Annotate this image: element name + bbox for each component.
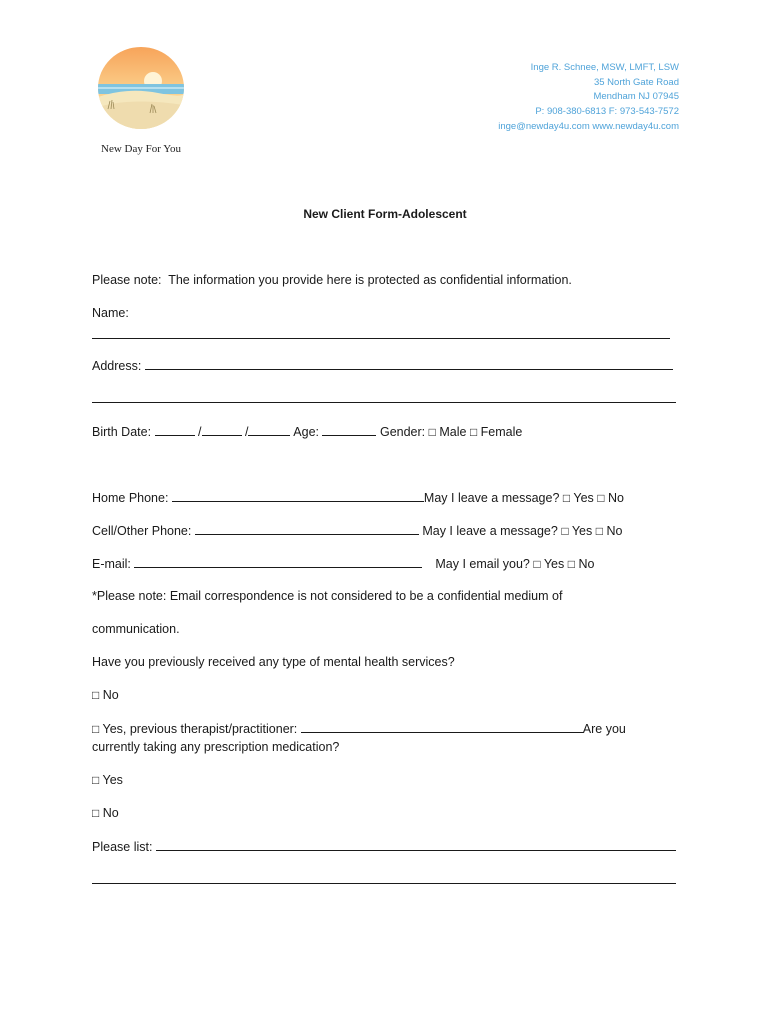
cell-message-question: May I leave a message?	[422, 524, 558, 538]
home-message-question: May I leave a message?	[423, 491, 560, 505]
services-question: Have you previously received any type of mental health services?	[92, 655, 455, 669]
services-yes-checkbox[interactable]: □	[92, 722, 100, 736]
please-list-row	[92, 839, 676, 854]
address-field-2[interactable]	[92, 391, 676, 403]
birth-month-field[interactable]	[155, 424, 195, 436]
cell-phone-field[interactable]	[195, 523, 419, 535]
name-field-row	[92, 327, 670, 342]
services-yes-row	[92, 721, 626, 736]
address-row	[92, 358, 673, 373]
medication-no-row: □ No	[92, 806, 119, 820]
medication-question-row	[92, 740, 339, 754]
cell-message-yes-checkbox[interactable]: □	[561, 524, 569, 538]
cell-phone-label: Cell/Other Phone:	[92, 524, 192, 538]
email-no-checkbox[interactable]: □	[567, 557, 575, 571]
address-row-2	[92, 391, 676, 406]
name-field[interactable]	[92, 327, 670, 339]
home-phone-field[interactable]	[172, 490, 424, 502]
birth-row: Birth Date: / / Age: Gender: □ Male □ Female	[92, 425, 523, 439]
male-checkbox[interactable]: □	[428, 425, 436, 439]
medication-question-start: Are you	[582, 722, 626, 736]
previous-therapist-field[interactable]	[301, 721, 583, 733]
please-list-field-2[interactable]	[92, 872, 676, 884]
contact-address: 35 North Gate Road	[593, 76, 679, 88]
home-message-yes-checkbox[interactable]: □	[562, 491, 571, 505]
email-label: E-mail:	[92, 557, 131, 571]
medication-yes-checkbox[interactable]: □	[92, 773, 100, 787]
gender-label: Gender:	[379, 425, 426, 439]
medication-no-checkbox[interactable]: □	[92, 806, 100, 820]
medication-yes-row: □ Yes	[92, 773, 123, 787]
female-checkbox[interactable]: □	[469, 425, 478, 439]
form-title: New Client Form-Adolescent	[303, 207, 467, 221]
medication-question: currently taking any prescription medication?	[92, 740, 340, 754]
please-list-field-1[interactable]	[156, 839, 676, 851]
female-label: Female	[480, 425, 523, 439]
email-note-line-1: *Please note: Email correspondence is not considered to be a confidential medium of	[92, 589, 563, 603]
contact-phones: P: 908-380-6813 F: 973-543-7572	[535, 106, 679, 118]
name-row	[92, 306, 129, 320]
name-label: Name:	[92, 306, 129, 320]
confidential-note: Please note: The information you provide here is protected as confidential information.	[92, 273, 572, 287]
birth-label: Birth Date:	[92, 425, 152, 439]
email-question: May I email you?	[435, 557, 530, 571]
birth-year-field[interactable]	[248, 424, 290, 436]
home-phone-row: Home Phone: May I leave a message? □ Yes □ No	[92, 491, 625, 505]
logo-caption: New Day For You	[101, 143, 182, 155]
cell-phone-row: Cell/Other Phone: May I leave a message? □ Yes □ No	[92, 524, 623, 538]
email-row: E-mail: May I email you? □ Yes □ No	[92, 557, 595, 571]
birth-day-field[interactable]	[202, 424, 242, 436]
services-no-checkbox[interactable]: □	[92, 688, 100, 702]
home-phone-label: Home Phone:	[92, 491, 169, 505]
contact-city: Mendham NJ 07945	[593, 91, 679, 103]
previous-therapist-label: Yes, previous therapist/practitioner:	[102, 722, 298, 736]
male-label: Male	[439, 425, 467, 439]
contact-web: inge@newday4u.com www.newday4u.com	[498, 120, 679, 132]
age-label: Age:	[293, 425, 319, 439]
email-yes-checkbox[interactable]: □	[533, 557, 541, 571]
new-day-logo	[98, 47, 184, 129]
please-list-label: Please list:	[92, 840, 153, 854]
cell-message-no-checkbox[interactable]: □	[595, 524, 603, 538]
email-field[interactable]	[134, 556, 422, 568]
email-note-line-2: communication.	[92, 622, 180, 636]
services-no-row: □ No	[92, 688, 119, 702]
age-field[interactable]	[322, 424, 376, 436]
contact-name: Inge R. Schnee, MSW, LMFT, LSW	[530, 62, 679, 73]
please-list-row-2	[92, 872, 676, 887]
home-message-no-checkbox[interactable]: □	[597, 491, 605, 505]
address-label: Address:	[92, 359, 142, 373]
contact-block	[498, 61, 679, 135]
address-field-1[interactable]	[145, 358, 673, 370]
